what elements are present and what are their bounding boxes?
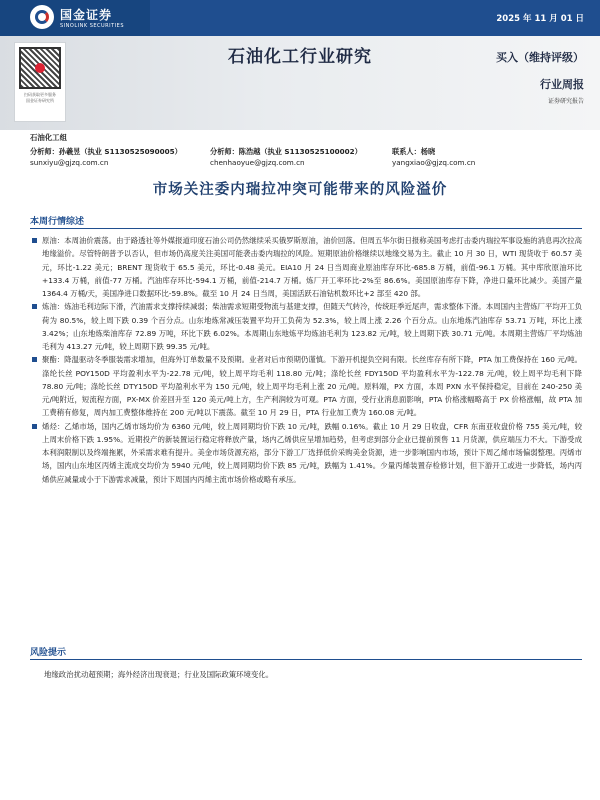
section-title-weekly: 本周行情综述 bbox=[30, 217, 85, 227]
report-date: 2025 年 11 月 01 日 bbox=[496, 14, 584, 24]
analyst-info bbox=[30, 132, 582, 169]
team-name: 石油化工组 bbox=[30, 133, 67, 142]
weekly-bullets bbox=[30, 234, 582, 486]
section-divider bbox=[30, 228, 582, 229]
contact-email[interactable]: yangxiao@gjzq.com.cn bbox=[392, 158, 476, 167]
section-divider bbox=[30, 659, 582, 660]
brand-name-en: SINOLINK SECURITIES bbox=[60, 22, 124, 29]
analyst2-name: 陈浩越（执业 S1130525100002） bbox=[238, 147, 362, 156]
rating-label: 买入（维持评级） bbox=[496, 51, 584, 64]
analyst1-email[interactable]: sunxiyu@gjzq.com.cn bbox=[30, 158, 109, 167]
report-subtype: 证券研究报告 bbox=[547, 98, 584, 105]
analyst2-label: 分析师： bbox=[210, 147, 239, 156]
report-title: 石油化工行业研究 bbox=[228, 47, 372, 67]
analyst1-name: 孙羲昱（执业 S1130525090005） bbox=[58, 147, 182, 156]
bullet-refining: 炼油：炼油毛利边际下滑，汽油需求支撑持续减弱；柴油需求短期受物流与基建支撑，但随天气转冷，传统旺季近尾声，需求整体下滑。本周国内主营炼厂平均开工负荷为 80.5%，较上周下跌 0.39 个百分点。山东地炼常减压装置平均开工负荷为 52.3%，较上周上涨 2.26 个百分点。山东地炼汽油库存 53.71 万吨，环比上涨 3.42%；山东地炼柴油库存 72.89 万吨，环比下跌 6.02%。本周期山东地炼平均炼油毛利为 123.82 元/吨，较上周期下跌 30.71 元/吨。本周期主营炼厂平均炼油毛利为 413.27 元/吨，较上周期下跌 99.35 元/吨。 bbox=[30, 300, 582, 353]
qr-caption: 扫码获取更多服务 bbox=[24, 92, 56, 97]
contact-name: 杨晓 bbox=[420, 147, 436, 156]
brand-logo-icon bbox=[30, 5, 54, 29]
headline: 市场关注委内瑞拉冲突可能带来的风险溢价 bbox=[152, 182, 448, 198]
bullet-polyester: 聚酯：降温驱动冬季服装需求增加，但海外订单数量不及预期。业者对后市预期仍谨慎。下游开机提负空间有限。长丝库存有所下降，PTA 加工费保持在 160 元/吨。涤纶长丝 POY150D 平均盈利水平为-22.78 元/吨，较上周平均毛利 118.80 元/吨；涤纶长丝 FDY150D 平均盈利水平为-122.78 元/吨，较上周平均毛利下降 78.80 元/吨；涤纶长丝 DTY150D 平均盈利水平为 150 元/吨，较上周平均毛利上涨 20 元/吨。原料端，PX 方面，本周 PXN 水平保持稳定，目前在 240-250 美元/吨附近，短流程方面，PX-MX 价差回升至 120 美元/吨上方，生产利润较为可观。PTA 方面，受行业消息面影响，PTA 价格涨幅略高于 PX 价格涨幅，故 PTA 加工费稍有修复，周内加工费整体维持在 200 元/吨以下震荡。截至 10 月 29 日，PTA 行业加工费为 160.08 元/吨。 bbox=[30, 353, 582, 419]
brand-logo bbox=[30, 5, 124, 29]
qr-caption-org: 国金证券研究所 bbox=[26, 98, 54, 103]
bullet-crude-oil: 原油：本周油价震荡。由于路透社等外媒报道印度石油公司仍然继续采买俄罗斯原油，油价回落。但周五华尔街日报称美国考虑打击委内瑞拉军事设施的消息再次拉高地缘溢价。尽管特朗普予以否认，但市场仍高度关注美国可能袭击委内瑞拉的风险。短期原油价格继续以地缘交易为主。截止 10 月 30 日，WTI 现货收于 60.57 美元，环比-1.22 美元；BRENT 现货收于 65.5 美元，环比-0.48 美元。EIA10 月 24 日当周商业原油库存环比-685.8 万桶，前值-96.1 万桶。其中库欣原油环比+133.4 万桶，前值-77 万桶。汽油库存环比-594.1 万桶，前值-214.7 万桶。炼厂开工率环比-2%至 86.6%。美国原油库存下降，净进口量环比减少。美国产量 1364.4 万桶/天，美国净进口数据环比-59.8%。截至 10 月 24 日当周，美国活跃石油钻机数环比+2 部至 420 部。 bbox=[30, 234, 582, 300]
report-header bbox=[0, 0, 600, 130]
contact-label: 联系人： bbox=[392, 147, 421, 156]
analyst1-label: 分析师： bbox=[30, 147, 59, 156]
report-type: 行业周报 bbox=[540, 78, 584, 91]
analyst2-email[interactable]: chenhaoyue@gjzq.com.cn bbox=[210, 158, 305, 167]
brand-name-cn: 国金证券 bbox=[60, 7, 113, 22]
risk-text: 地缘政治扰动超预期；海外经济出现衰退；行业及国际政策环境变化。 bbox=[44, 670, 274, 679]
section-title-risk: 风险提示 bbox=[30, 648, 67, 658]
bullet-olefins: 烯烃：乙烯市场，国内乙烯市场均价为 6360 元/吨，较上周同期均价下跌 10 元/吨，跌幅 0.16%。截止 10 月 29 日收盘，CFR 东南亚收盘价格 755 美元/吨，较上周末价格下跌 1.95%。近期投产的新装置运行稳定将释放产量，场内乙烯供应呈增加趋势，但考虑到部分企业已提前预售 11 月货源，供应端压力不大。下游受成本利润限制以及终端拖累，外采需求难有提升。美金市场货源充裕，部分下游工厂选择低价采购美金货源，进一步影响国内市场，预计下周乙烯市场偏弱整理。丙烯市场，国内山东地区丙烯主流成交均价为 5940 元/吨，较上周同期均价下跌 85 元/吨，跌幅为 1.41%。少量丙烯装置存检修计划，但下游开工或进一步降低，场内丙烯供应减量或小于下游需求减量，预计下周国内丙烯主流市场价格或略有承压。 bbox=[30, 420, 582, 486]
